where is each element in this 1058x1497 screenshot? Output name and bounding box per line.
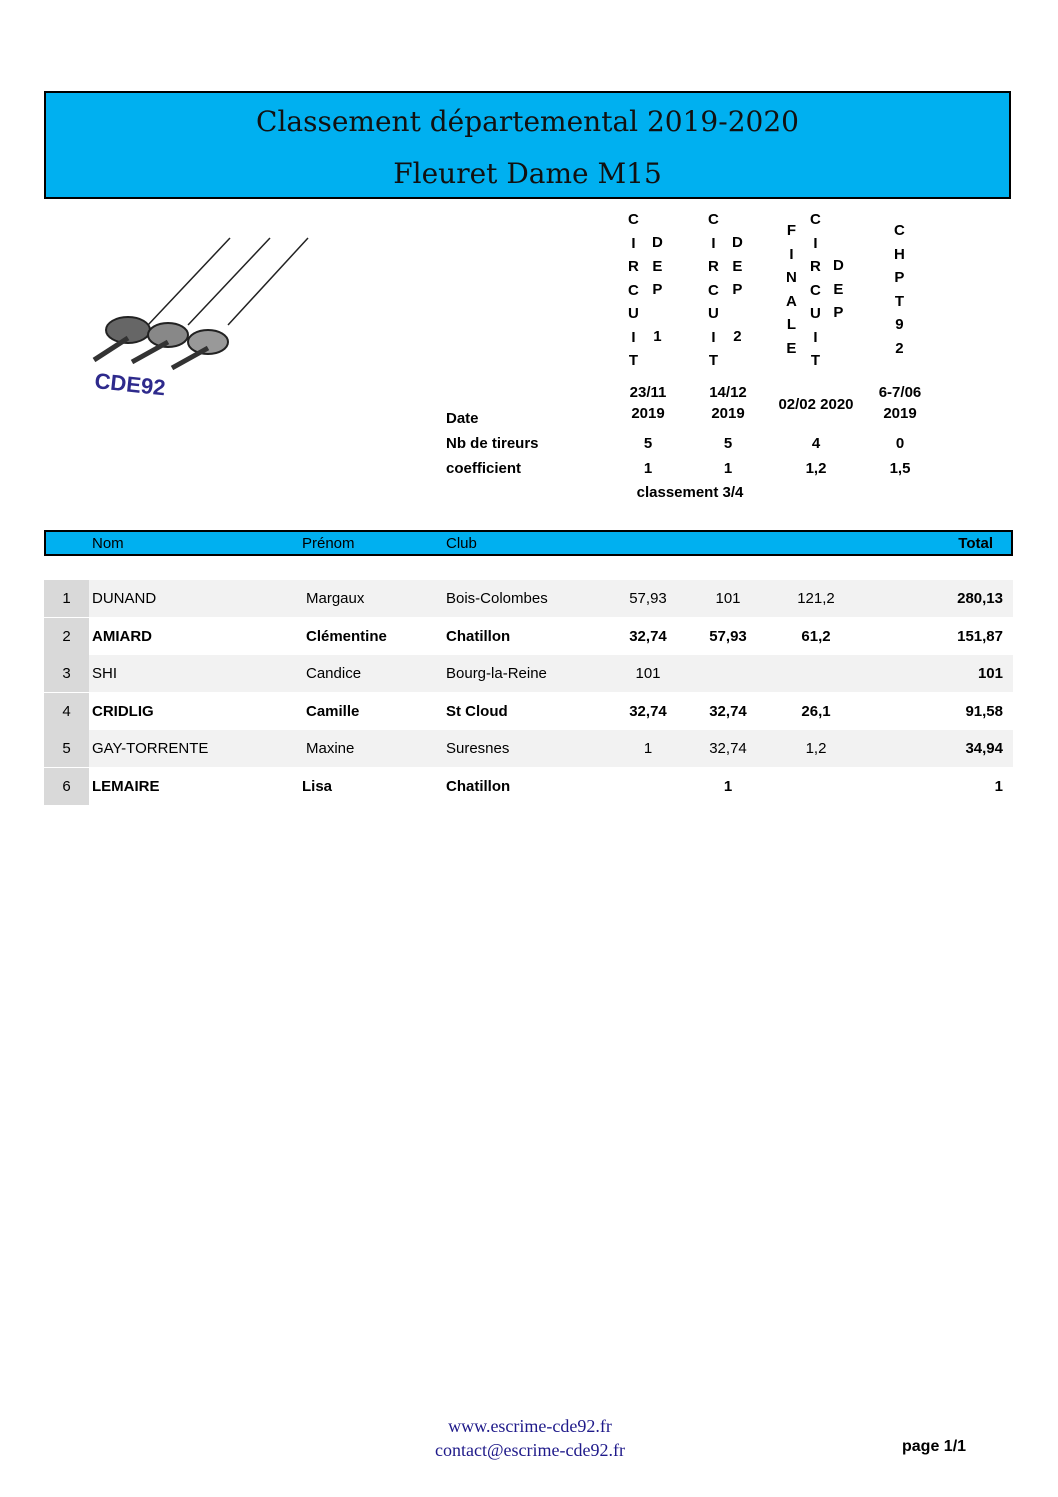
vertical-letter: U (708, 305, 719, 322)
table-row (44, 768, 1013, 805)
total-cell: 280,13 (957, 590, 1003, 607)
club-cell: Bourg-la-Reine (446, 665, 547, 682)
rank-cell: 3 (44, 655, 89, 692)
vertical-letter: E (732, 257, 743, 275)
total-cell: 1 (994, 778, 1003, 795)
page-title: Classement départemental 2019-2020 (256, 105, 799, 138)
comp1-date: 23/11 2019 (629, 384, 667, 422)
comp2-coef: 1 (723, 460, 733, 477)
prenom-cell: Lisa (302, 778, 333, 795)
vertical-letter: C (628, 211, 639, 228)
vertical-letter: R (708, 258, 719, 275)
score-cell: 32,74 (709, 703, 747, 720)
vertical-letter: C (628, 281, 639, 299)
vertical-letter: P (732, 281, 743, 298)
table-row (44, 618, 1013, 655)
score-cell: 1 (643, 740, 653, 757)
club-cell: Chatillon (446, 778, 511, 795)
vertical-letter: P (894, 269, 905, 286)
comp1-coef: 1 (643, 460, 653, 477)
prenom-cell: Margaux (306, 590, 365, 607)
vertical-letter: I (813, 328, 818, 346)
comp2-vertical-label (708, 208, 719, 373)
score-cell: 1,2 (805, 740, 827, 757)
comp3-tireurs: 4 (811, 435, 821, 452)
vertical-letter: A (786, 292, 797, 310)
prenom-cell: Clémentine (306, 628, 387, 645)
vertical-letter (735, 302, 739, 326)
vertical-letter (655, 302, 659, 326)
club-cell: Chatillon (446, 628, 511, 645)
page-number: page 1/1 (902, 1438, 967, 1455)
club-cell: Bois-Colombes (446, 590, 548, 607)
comp3-vertical-finale (786, 219, 797, 360)
table-row (44, 655, 1013, 692)
vertical-letter: D (732, 234, 743, 251)
email-link[interactable]: contact@escrime-cde92.fr (435, 1440, 625, 1460)
vertical-letter: E (833, 280, 844, 298)
vertical-letter: 2 (733, 328, 742, 345)
total-cell: 151,87 (957, 628, 1003, 645)
header-prenom: Prénom (302, 535, 355, 552)
nom-cell: GAY-TORRENTE (92, 740, 209, 757)
vertical-letter: 9 (895, 316, 904, 333)
vertical-letter: I (631, 328, 636, 346)
score-cell: 26,1 (801, 703, 831, 720)
page-subtitle: Fleuret Dame M15 (393, 157, 662, 190)
vertical-letter: P (652, 281, 663, 298)
score-cell: 32,74 (629, 703, 667, 720)
rank-cell: 4 (44, 693, 89, 730)
vertical-letter: C (894, 222, 905, 239)
table-row (44, 580, 1013, 617)
table-row (44, 730, 1013, 767)
vertical-letter: P (833, 304, 844, 321)
score-cell: 32,74 (709, 740, 747, 757)
total-cell: 101 (977, 665, 1003, 682)
prenom-cell: Camille (306, 703, 360, 720)
nom-cell: LEMAIRE (92, 778, 160, 795)
nom-cell: DUNAND (92, 590, 157, 607)
total-cell: 91,58 (965, 703, 1003, 720)
vertical-letter: 2 (895, 339, 904, 357)
comp2-vertical-sub (732, 231, 743, 349)
comp1-vertical-sub (652, 231, 663, 349)
score-cell: 101 (715, 590, 741, 607)
score-cell: 32,74 (629, 628, 667, 645)
comp4-vertical-label (894, 219, 905, 360)
comp3-vertical-sub (833, 254, 844, 325)
vertical-letter: T (708, 352, 718, 369)
vertical-letter: I (789, 245, 794, 263)
vertical-letter: T (628, 352, 638, 369)
comp2-date: 14/12 2019 (709, 384, 747, 422)
classement-note: classement 3/4 (636, 484, 744, 501)
tireurs-label: Nb de tireurs (446, 435, 539, 452)
header-nom: Nom (92, 535, 124, 552)
date-label: Date (446, 410, 479, 427)
table-header (44, 530, 1013, 556)
vertical-letter: F (786, 222, 796, 239)
header-total: Total (958, 535, 993, 552)
title-banner (44, 91, 1011, 199)
vertical-letter: T (894, 292, 904, 310)
comp4-coef: 1,5 (889, 460, 911, 477)
vertical-letter: I (813, 234, 818, 252)
vertical-letter: C (708, 281, 719, 299)
logo-text: CDE92 (93, 368, 167, 401)
score-cell: 121,2 (797, 590, 835, 607)
nom-cell: CRIDLIG (92, 703, 154, 720)
comp1-tireurs: 5 (643, 435, 653, 452)
vertical-letter: D (833, 257, 844, 274)
comp2-tireurs: 5 (723, 435, 733, 452)
vertical-letter: T (810, 352, 820, 369)
vertical-letter: R (628, 258, 639, 275)
nom-cell: SHI (92, 665, 118, 682)
vertical-letter: C (810, 211, 821, 228)
score-cell: 57,93 (709, 628, 747, 645)
rank-cell: 2 (44, 618, 89, 655)
nom-cell: AMIARD (92, 628, 152, 645)
rank-cell: 5 (44, 730, 89, 767)
comp1-vertical-label (628, 208, 639, 373)
website-link[interactable]: www.escrime-cde92.fr (448, 1416, 612, 1436)
vertical-letter: H (894, 245, 905, 263)
vertical-letter: I (711, 328, 716, 346)
total-cell: 34,94 (965, 740, 1003, 757)
coef-label: coefficient (446, 460, 522, 477)
comp3-coef: 1,2 (805, 460, 827, 477)
prenom-cell: Candice (306, 665, 362, 682)
vertical-letter: U (628, 305, 639, 322)
score-cell: 61,2 (801, 628, 831, 645)
vertical-letter: D (652, 234, 663, 251)
comp3-date: 02/02 2020 (778, 396, 854, 413)
cde92-logo (80, 230, 320, 405)
score-cell: 101 (635, 665, 661, 682)
vertical-letter: E (786, 339, 797, 357)
vertical-letter: L (786, 316, 796, 333)
prenom-cell: Maxine (306, 740, 355, 757)
vertical-letter: U (810, 305, 821, 322)
comp4-tireurs: 0 (895, 435, 905, 452)
table-row (44, 693, 1013, 730)
vertical-letter: I (631, 234, 636, 252)
rank-cell: 6 (44, 768, 89, 805)
score-cell: 57,93 (629, 590, 667, 607)
vertical-letter: 1 (653, 328, 662, 345)
vertical-letter: E (652, 257, 663, 275)
rank-cell: 1 (44, 580, 89, 617)
header-club: Club (446, 535, 477, 552)
comp4-date: 6-7/06 2019 (878, 384, 922, 422)
vertical-letter: C (810, 281, 821, 299)
club-cell: Suresnes (446, 740, 510, 757)
score-cell: 1 (723, 778, 733, 795)
vertical-letter: I (711, 234, 716, 252)
vertical-letter: N (786, 269, 797, 286)
vertical-letter: C (708, 211, 719, 228)
vertical-letter: R (810, 258, 821, 275)
club-cell: St Cloud (446, 703, 508, 720)
comp3-vertical-label (810, 208, 821, 373)
footer-links (380, 1414, 680, 1462)
